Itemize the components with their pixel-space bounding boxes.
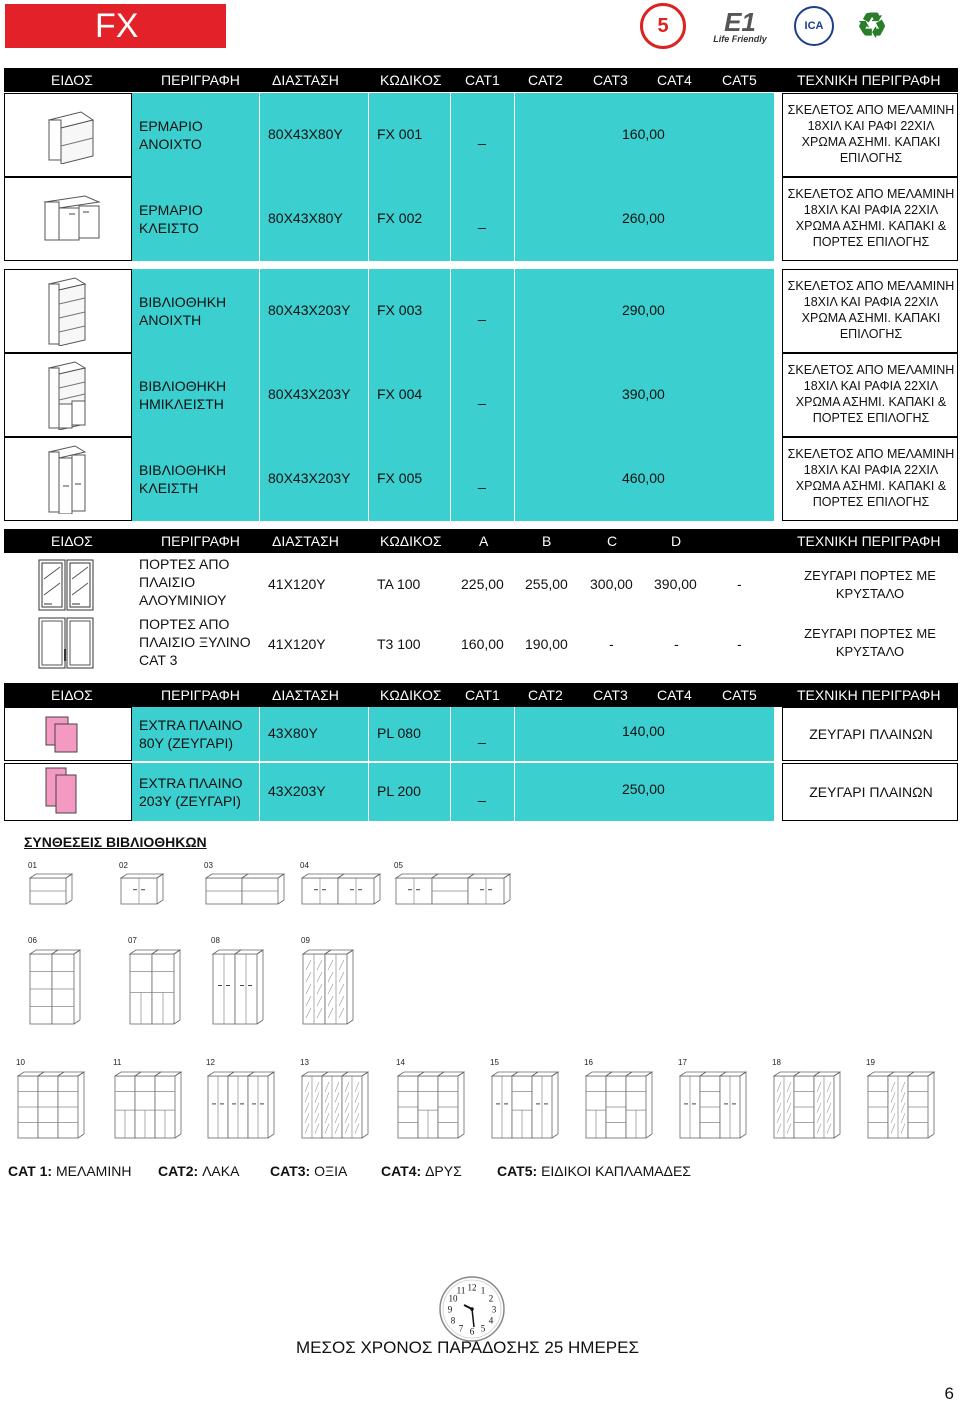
open-cabinet-icon — [41, 108, 95, 169]
table-row — [4, 269, 958, 353]
price-b: 190,00 — [525, 636, 568, 652]
col-header: ΠΕΡΙΓΡΑΦΗ — [161, 72, 240, 88]
tech-line: ΣΚΕΛΕΤΟΣ ΑΠΟ ΜΕΛΑΜΙΝΗ — [787, 363, 955, 377]
composition-drawing — [208, 1072, 274, 1138]
code: PL 200 — [377, 783, 421, 799]
door-description — [139, 615, 251, 669]
dimension: 80X43X203Y — [268, 386, 351, 402]
cat-value: ΛΑΚΑ — [198, 1163, 240, 1179]
product-description — [139, 117, 203, 153]
dimension: 43X203Y — [268, 783, 326, 799]
page-number: 6 — [944, 1384, 954, 1403]
product-image-cell — [4, 353, 132, 437]
price-a: 160,00 — [461, 636, 504, 652]
desc-line: ΑΝΟΙΧΤΟ — [139, 136, 202, 152]
composition-number: 01 — [28, 861, 37, 870]
composition-number: 12 — [206, 1058, 215, 1067]
composition-drawing — [130, 950, 180, 1024]
product-description — [139, 293, 226, 329]
composition-drawing — [303, 950, 353, 1024]
technical-description: ΖΕΥΓΑΡΙ ΠΛΑΙΝΩΝ — [809, 784, 933, 800]
col-header: CAT4 — [657, 72, 692, 88]
compositions-drawings — [0, 850, 960, 1140]
closed-bookcase-icon — [41, 444, 89, 519]
composition-drawing — [396, 874, 510, 904]
desc-line: ΠΟΡΤΕΣ ΑΠΟ — [139, 556, 230, 572]
tech-line: ΖΕΥΓΑΡΙ ΠΟΡΤΕΣ ΜΕ — [804, 626, 936, 641]
composition-drawing — [302, 1072, 368, 1138]
composition-number: 14 — [396, 1058, 405, 1067]
product-image-cell — [4, 177, 132, 261]
col-header: ΕΙΔΟΣ — [51, 687, 93, 703]
desc-line: ΚΛΕΙΣΤΟ — [139, 220, 199, 236]
technical-description — [784, 362, 958, 426]
composition-number: 08 — [211, 936, 220, 945]
desc-line: EXTRA ΠΛΑΙΝΟ — [139, 775, 243, 791]
tech-line: ΧΡΩΜΑ ΑΣΗΜΙ. ΚΑΠΑΚΙ — [801, 135, 941, 149]
dimension: 80X43X203Y — [268, 470, 351, 486]
desc-line: 203Y (ΖΕΥΓΑΡΙ) — [139, 793, 241, 809]
composition-number: 09 — [301, 936, 310, 945]
composition-drawing — [121, 874, 163, 904]
table-row — [4, 353, 958, 437]
composition-number: 18 — [772, 1058, 781, 1067]
clock-number: 8 — [450, 1315, 456, 1326]
cat-key: CAT5: — [497, 1163, 538, 1179]
product-info-cell — [132, 353, 774, 437]
tech-line: ΕΠΙΛΟΓΗΣ — [839, 327, 903, 341]
col-header: ΠΕΡΙΓΡΑΦΗ — [161, 533, 240, 549]
col-header: CAT3 — [593, 72, 628, 88]
technical-description — [784, 446, 958, 510]
composition-drawing — [680, 1072, 746, 1138]
table-header-panels — [4, 683, 958, 707]
composition-number: 16 — [584, 1058, 593, 1067]
table-row — [4, 615, 958, 671]
cat1-value: _ — [478, 473, 486, 489]
side-panel-203-icon — [43, 766, 83, 821]
price: 250,00 — [622, 781, 665, 797]
clock-number: 12 — [467, 1282, 477, 1293]
product-description — [139, 377, 226, 413]
brand-title: FX — [5, 4, 226, 48]
composition-number: 07 — [128, 936, 137, 945]
price-e: - — [737, 636, 742, 652]
composition-number: 10 — [16, 1058, 25, 1067]
composition-number: 02 — [119, 861, 128, 870]
composition-number: 13 — [300, 1058, 309, 1067]
cat-legend-item — [270, 1163, 347, 1179]
cat-legend-item — [8, 1163, 131, 1179]
table-row — [4, 763, 958, 821]
col-header: ΠΕΡΙΓΡΑΦΗ — [161, 687, 240, 703]
tech-line: ΚΡΥΣΤΑΛΟ — [835, 586, 905, 601]
col-header: CAT1 — [465, 687, 500, 703]
technical-description — [784, 625, 956, 661]
composition-number: 04 — [300, 861, 309, 870]
dimension: 80X43X80Y — [268, 126, 343, 142]
composition-drawing — [586, 1072, 652, 1138]
composition-number: 05 — [394, 861, 403, 870]
col-header: ΕΙΔΟΣ — [51, 72, 93, 88]
tech-line: 18ΧΙΛ ΚΑΙ ΡΑΦΙΑ 22ΧΙΛ — [803, 463, 939, 477]
col-header: A — [479, 533, 489, 549]
cat-legend-item — [158, 1163, 239, 1179]
technical-description — [784, 567, 956, 603]
col-header: D — [671, 533, 682, 549]
tech-line: ΧΡΩΜΑ ΑΣΗΜΙ. ΚΑΠΑΚΙ & — [795, 219, 947, 233]
desc-line: ΕΡΜΑΡΙΟ — [139, 118, 203, 134]
closed-cabinet-icon — [41, 192, 103, 247]
col-header: ΤΕΧΝΙΚΗ ΠΕΡΙΓΡΑΦΗ — [797, 533, 941, 549]
desc-line: ΕΡΜΑΡΙΟ — [139, 202, 203, 218]
dimension: 80X43X80Y — [268, 210, 343, 226]
cat-value: ΜΕΛΑΜΙΝΗ — [52, 1163, 132, 1179]
composition-number: 06 — [28, 936, 37, 945]
col-header: CAT2 — [528, 687, 563, 703]
product-info-cell — [132, 177, 774, 261]
panel-description — [139, 774, 242, 810]
col-header: ΔΙΑΣΤΑΣΗ — [272, 72, 339, 88]
col-header: CAT3 — [593, 687, 628, 703]
composition-number: 11 — [113, 1058, 122, 1067]
table-row — [4, 437, 958, 521]
price-b: 255,00 — [525, 576, 568, 592]
composition-number: 17 — [678, 1058, 687, 1067]
code: TA 100 — [377, 576, 421, 592]
clock-number: 7 — [458, 1323, 464, 1334]
cat-key: CAT3: — [270, 1163, 311, 1179]
e1-logo-text: E1 — [724, 6, 756, 37]
tech-line: 18ΧΙΛ ΚΑΙ ΡΑΦΙΑ 22ΧΙΛ — [803, 203, 939, 217]
col-header: ΔΙΑΣΤΑΣΗ — [272, 533, 339, 549]
tech-line: ΣΚΕΛΕΤΟΣ ΑΠΟ ΜΕΛΑΜΙΝΗ — [787, 103, 955, 117]
col-header: ΚΩΔΙΚΟΣ — [380, 72, 442, 88]
price: 390,00 — [622, 386, 665, 402]
code: FX 005 — [377, 470, 423, 486]
product-description — [139, 461, 226, 497]
clock-number: 3 — [491, 1304, 497, 1315]
tech-line: ΠΟΡΤΕΣ ΕΠΙΛΟΓΗΣ — [812, 411, 930, 425]
desc-line: ΒΙΒΛΙΟΘΗΚΗ — [139, 294, 227, 310]
clock-number: 6 — [469, 1326, 475, 1337]
price-c: 300,00 — [590, 576, 633, 592]
price: 460,00 — [622, 470, 665, 486]
price: 140,00 — [622, 723, 665, 739]
clock-number: 9 — [447, 1304, 453, 1315]
cat1-value: _ — [478, 389, 486, 405]
product-image-cell — [4, 269, 132, 353]
col-header: ΤΕΧΝΙΚΗ ΠΕΡΙΓΡΑΦΗ — [797, 72, 941, 88]
tech-line: ΣΚΕΛΕΤΟΣ ΑΠΟ ΜΕΛΑΜΙΝΗ — [787, 279, 955, 293]
table-header-main — [4, 68, 958, 92]
price-d: - — [674, 636, 679, 652]
col-header: CAT5 — [722, 687, 757, 703]
composition-drawing — [213, 950, 263, 1024]
cat-value: ΟΞΙΑ — [310, 1163, 348, 1179]
price: 290,00 — [622, 302, 665, 318]
product-image-cell — [4, 93, 132, 177]
clock-number: 1 — [480, 1285, 486, 1296]
clock-number: 2 — [488, 1293, 494, 1304]
composition-number: 03 — [204, 861, 213, 870]
desc-line: ΒΙΒΛΙΟΘΗΚΗ — [139, 378, 227, 394]
certification-logos — [640, 2, 896, 50]
col-header: ΔΙΑΣΤΑΣΗ — [272, 687, 339, 703]
composition-drawing — [302, 874, 380, 904]
desc-line: ΒΙΒΛΙΟΘΗΚΗ — [139, 462, 227, 478]
col-header: ΤΕΧΝΙΚΗ ΠΕΡΙΓΡΑΦΗ — [797, 687, 941, 703]
tech-line: 18ΧΙΛ ΚΑΙ ΡΑΦΙ 22ΧΙΛ — [807, 119, 935, 133]
composition-drawing — [492, 1072, 558, 1138]
cat-key: CAT 1: — [8, 1163, 53, 1179]
table-row — [4, 707, 958, 761]
col-header: ΚΩΔΙΚΟΣ — [380, 533, 442, 549]
desc-line: ΠΟΡΤΕΣ ΑΠΟ — [139, 616, 230, 632]
composition-drawing — [18, 1072, 84, 1138]
composition-drawing — [206, 874, 284, 904]
tech-line: ΣΚΕΛΕΤΟΣ ΑΠΟ ΜΕΛΑΜΙΝΗ — [787, 187, 955, 201]
tech-line: 18ΧΙΛ ΚΑΙ ΡΑΦΙΑ 22ΧΙΛ — [803, 379, 939, 393]
aluminium-door-icon — [38, 559, 94, 611]
cat-value: ΕΙΔΙΚΟΙ ΚΑΠΛΑΜΑΔΕΣ — [537, 1163, 691, 1179]
desc-line: 80Y (ΖΕΥΓΑΡΙ) — [139, 735, 234, 751]
composition-drawing — [30, 874, 72, 904]
price: 160,00 — [622, 126, 665, 142]
panel-image-cell — [4, 763, 132, 821]
price-d: 390,00 — [654, 576, 697, 592]
desc-line: ΠΛΑΙΣΙΟ — [139, 574, 196, 590]
product-info-cell — [132, 269, 774, 353]
composition-drawing — [115, 1072, 181, 1138]
tech-line: ΚΡΥΣΤΑΛΟ — [835, 644, 905, 659]
cat-key: CAT4: — [381, 1163, 422, 1179]
desc-line: CAT 3 — [139, 652, 178, 668]
wooden-door-icon — [38, 617, 94, 669]
product-info-cell — [132, 93, 774, 177]
clock-number: 11 — [456, 1285, 466, 1296]
product-description — [139, 201, 203, 237]
tech-line: ΧΡΩΜΑ ΑΣΗΜΙ. ΚΑΠΑΚΙ — [801, 311, 941, 325]
table-row — [4, 177, 958, 261]
code: T3 100 — [377, 636, 421, 652]
composition-number: 19 — [866, 1058, 875, 1067]
col-header: ΕΙΔΟΣ — [51, 533, 93, 549]
e1-logo-subtext: Life Friendly — [713, 33, 767, 44]
cat-legend-item — [497, 1163, 691, 1179]
price-c: - — [609, 636, 614, 652]
cat-value: ΔΡΥΣ — [421, 1163, 462, 1179]
code: FX 002 — [377, 210, 423, 226]
cat-key: CAT2: — [158, 1163, 199, 1179]
composition-drawing — [30, 950, 80, 1024]
product-image-cell — [4, 437, 132, 521]
code: FX 001 — [377, 126, 423, 142]
price-e: - — [737, 576, 742, 592]
col-header: CAT2 — [528, 72, 563, 88]
clock-number: 10 — [448, 1293, 458, 1304]
delivery-time: ΜΕΣΟΣ ΧΡΟΝΟΣ ΠΑΡΑΔΟΣΗΣ 25 ΗΜΕΡΕΣ — [296, 1338, 639, 1357]
code: PL 080 — [377, 725, 421, 741]
clock-number: 5 — [480, 1323, 486, 1334]
col-header: C — [607, 533, 618, 549]
dimension: 43X80Y — [268, 725, 318, 741]
price-a: 225,00 — [461, 576, 504, 592]
clock-icon — [438, 1275, 506, 1343]
tech-line: ΧΡΩΜΑ ΑΣΗΜΙ. ΚΑΠΑΚΙ & — [795, 395, 947, 409]
technical-description — [784, 278, 958, 342]
open-bookcase-icon — [41, 276, 89, 351]
code: FX 003 — [377, 302, 423, 318]
col-header: CAT4 — [657, 687, 692, 703]
dimension: 41X120Y — [268, 576, 326, 592]
col-header: CAT5 — [722, 72, 757, 88]
product-info-cell — [132, 437, 774, 521]
desc-line: ΚΛΕΙΣΤΗ — [139, 480, 199, 496]
tech-line: ΧΡΩΜΑ ΑΣΗΜΙ. ΚΑΠΑΚΙ & — [795, 479, 947, 493]
five-year-warranty-logo: 5 — [640, 3, 686, 49]
technical-description: ΖΕΥΓΑΡΙ ΠΛΑΙΝΩΝ — [809, 726, 933, 742]
desc-line: ΑΝΟΙΧΤΗ — [139, 312, 202, 328]
dimension: 80X43X203Y — [268, 302, 351, 318]
panel-description — [139, 716, 242, 752]
col-header: ΚΩΔΙΚΟΣ — [380, 687, 442, 703]
composition-drawing — [398, 1072, 464, 1138]
cat1-value: _ — [478, 786, 486, 802]
tech-line: ΠΟΡΤΕΣ ΕΠΙΛΟΓΗΣ — [812, 235, 930, 249]
cat1-value: _ — [478, 213, 486, 229]
tech-line: 18ΧΙΛ ΚΑΙ ΡΑΦΙΑ 22ΧΙΛ — [803, 295, 939, 309]
cat1-value: _ — [478, 305, 486, 321]
cat-legend-item — [381, 1163, 462, 1179]
desc-line: EXTRA ΠΛΑΙΝΟ — [139, 717, 243, 733]
dimension: 41X120Y — [268, 636, 326, 652]
clock-number: 4 — [488, 1315, 494, 1326]
technical-description — [784, 102, 958, 166]
door-description — [139, 555, 229, 609]
tech-line: ΠΟΡΤΕΣ ΕΠΙΛΟΓΗΣ — [812, 495, 930, 509]
technical-description — [784, 186, 958, 250]
code: FX 004 — [377, 386, 423, 402]
desc-line: ΠΛΑΙΣΙΟ ΞΥΛΙΝΟ — [139, 634, 251, 650]
composition-number: 15 — [490, 1058, 499, 1067]
half-closed-bookcase-icon — [41, 360, 89, 435]
ica-logo: ICA — [794, 6, 834, 46]
cat1-value: _ — [478, 129, 486, 145]
desc-line: ΗΜΙΚΛΕΙΣΤΗ — [139, 396, 224, 412]
tech-line: ΣΚΕΛΕΤΟΣ ΑΠΟ ΜΕΛΑΜΙΝΗ — [787, 447, 955, 461]
price: 260,00 — [622, 210, 665, 226]
tech-line: ΕΠΙΛΟΓΗΣ — [839, 151, 903, 165]
recycle-icon: ♻ — [856, 7, 888, 45]
cat1-value: _ — [478, 728, 486, 744]
e1-life-friendly-logo — [700, 4, 780, 48]
composition-drawing — [868, 1072, 934, 1138]
compositions-title: ΣΥΝΘΕΣΕΙΣ ΒΙΒΛΙΟΘΗΚΩΝ — [24, 834, 207, 850]
table-row — [4, 93, 958, 177]
table-row — [4, 553, 958, 615]
composition-drawing — [774, 1072, 840, 1138]
desc-line: ΑΛΟΥΜΙΝΙΟΥ — [139, 592, 227, 608]
col-header: B — [542, 533, 552, 549]
side-panel-80-icon — [43, 714, 83, 759]
table-header-doors — [4, 529, 958, 553]
col-header: CAT1 — [465, 72, 500, 88]
tech-line: ΖΕΥΓΑΡΙ ΠΟΡΤΕΣ ΜΕ — [804, 568, 936, 583]
panel-image-cell — [4, 707, 132, 761]
